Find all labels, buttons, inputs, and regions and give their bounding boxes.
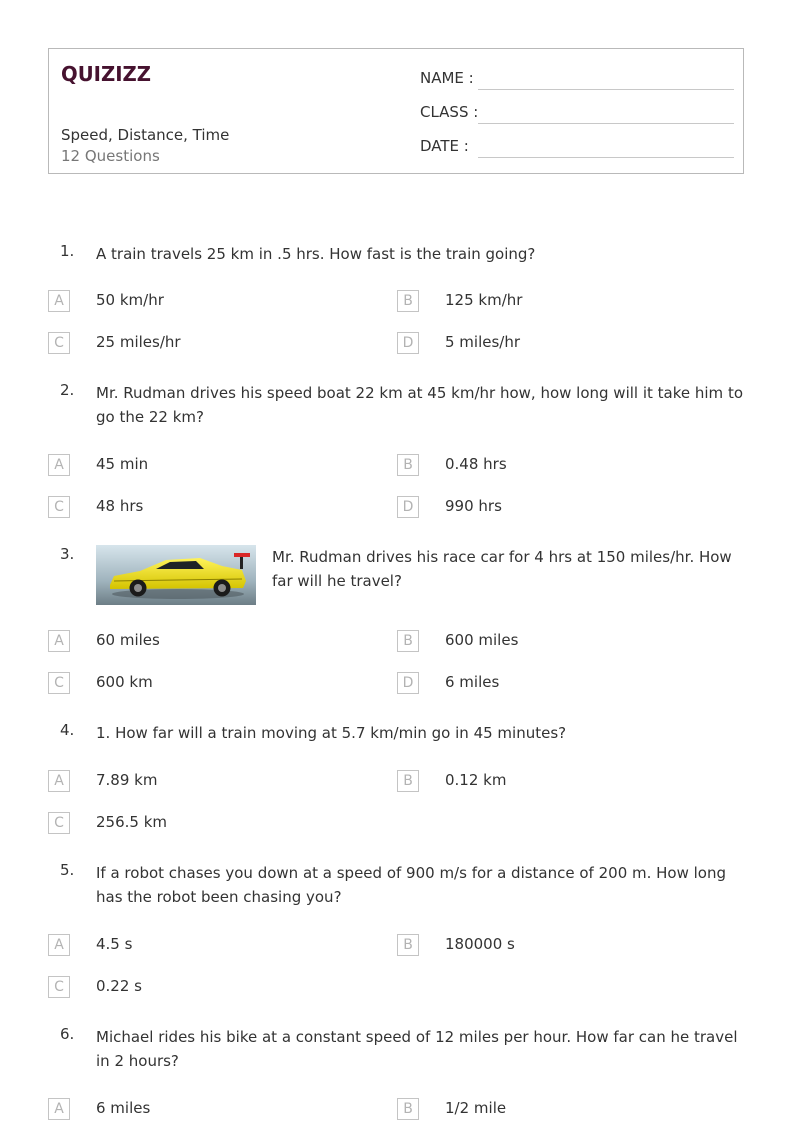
option-text: 50 km/hr (96, 291, 164, 309)
option-letter: C (48, 496, 70, 518)
question-text: A train travels 25 km in .5 hrs. How fast is the train going? (96, 245, 536, 263)
question-count: 12 Questions (61, 147, 160, 165)
option-letter: C (48, 672, 70, 694)
option-text: 4.5 s (96, 935, 133, 953)
option-text: 600 miles (445, 631, 519, 649)
question-number: 5. (60, 861, 75, 879)
question-number: 3. (60, 545, 75, 563)
question-text: 1. How far will a train moving at 5.7 km/min go in 45 minutes? (96, 724, 567, 742)
option-text: 60 miles (96, 631, 160, 649)
option-text: 7.89 km (96, 771, 158, 789)
option-letter: C (48, 812, 70, 834)
date-line[interactable] (478, 157, 734, 158)
option-text: 0.12 km (445, 771, 507, 789)
option-text: 600 km (96, 673, 153, 691)
question-number: 4. (60, 721, 75, 739)
option-text: 25 miles/hr (96, 333, 181, 351)
option-text: 48 hrs (96, 497, 144, 515)
option-letter: A (48, 934, 70, 956)
option-text: 6 miles (445, 673, 500, 691)
name-line[interactable] (478, 89, 734, 90)
question-text: Mr. Rudman drives his race car for 4 hrs at 150 miles/hr. How far will he travel? (272, 548, 732, 590)
date-field[interactable] (420, 137, 734, 161)
question-text: If a robot chases you down at a speed of 900 m/s for a distance of 200 m. How long has the robot been chasing you? (96, 864, 727, 906)
option-text: 0.48 hrs (445, 455, 507, 473)
worksheet-title: Speed, Distance, Time (61, 126, 230, 144)
option-text: 125 km/hr (445, 291, 523, 309)
option-text: 0.22 s (96, 977, 142, 995)
name-label: NAME : (420, 69, 474, 87)
option-letter: B (397, 934, 419, 956)
date-label: DATE : (420, 137, 469, 155)
option-letter: D (397, 332, 419, 354)
option-text: 1/2 mile (445, 1099, 507, 1117)
option-letter: B (397, 1098, 419, 1120)
class-field[interactable] (420, 103, 734, 127)
option-text: 45 min (96, 455, 149, 473)
class-label: CLASS : (420, 103, 479, 121)
option-letter: A (48, 1098, 70, 1120)
option-letter: D (397, 496, 419, 518)
option-text: 990 hrs (445, 497, 502, 515)
worksheet-header (48, 48, 744, 174)
option-letter: B (397, 290, 419, 312)
option-text: 256.5 km (96, 813, 168, 831)
option-letter: A (48, 454, 70, 476)
option-text: 5 miles/hr (445, 333, 521, 351)
option-letter: B (397, 770, 419, 792)
svg-text:QUIZIZZ: QUIZIZZ (61, 62, 151, 86)
option-letter: C (48, 332, 70, 354)
question-number: 6. (60, 1025, 75, 1043)
question-text: Michael rides his bike at a constant speed of 12 miles per hour. How far can he travel in 2 hours? (96, 1028, 738, 1070)
option-text: 6 miles (96, 1099, 151, 1117)
option-letter: D (397, 672, 419, 694)
option-text: 180000 s (445, 935, 515, 953)
question-text: Mr. Rudman drives his speed boat 22 km at 45 km/hr how, how long will it take him to go the 22 km? (96, 384, 743, 426)
question-number: 1. (60, 242, 75, 260)
question-number: 2. (60, 381, 75, 399)
option-letter: A (48, 290, 70, 312)
option-letter: B (397, 454, 419, 476)
option-letter: C (48, 976, 70, 998)
name-field[interactable] (420, 69, 734, 93)
race-car-image (96, 545, 256, 605)
option-letter: B (397, 630, 419, 652)
class-line[interactable] (478, 123, 734, 124)
option-letter: A (48, 770, 70, 792)
quizizz-logo (61, 59, 153, 89)
option-letter: A (48, 630, 70, 652)
